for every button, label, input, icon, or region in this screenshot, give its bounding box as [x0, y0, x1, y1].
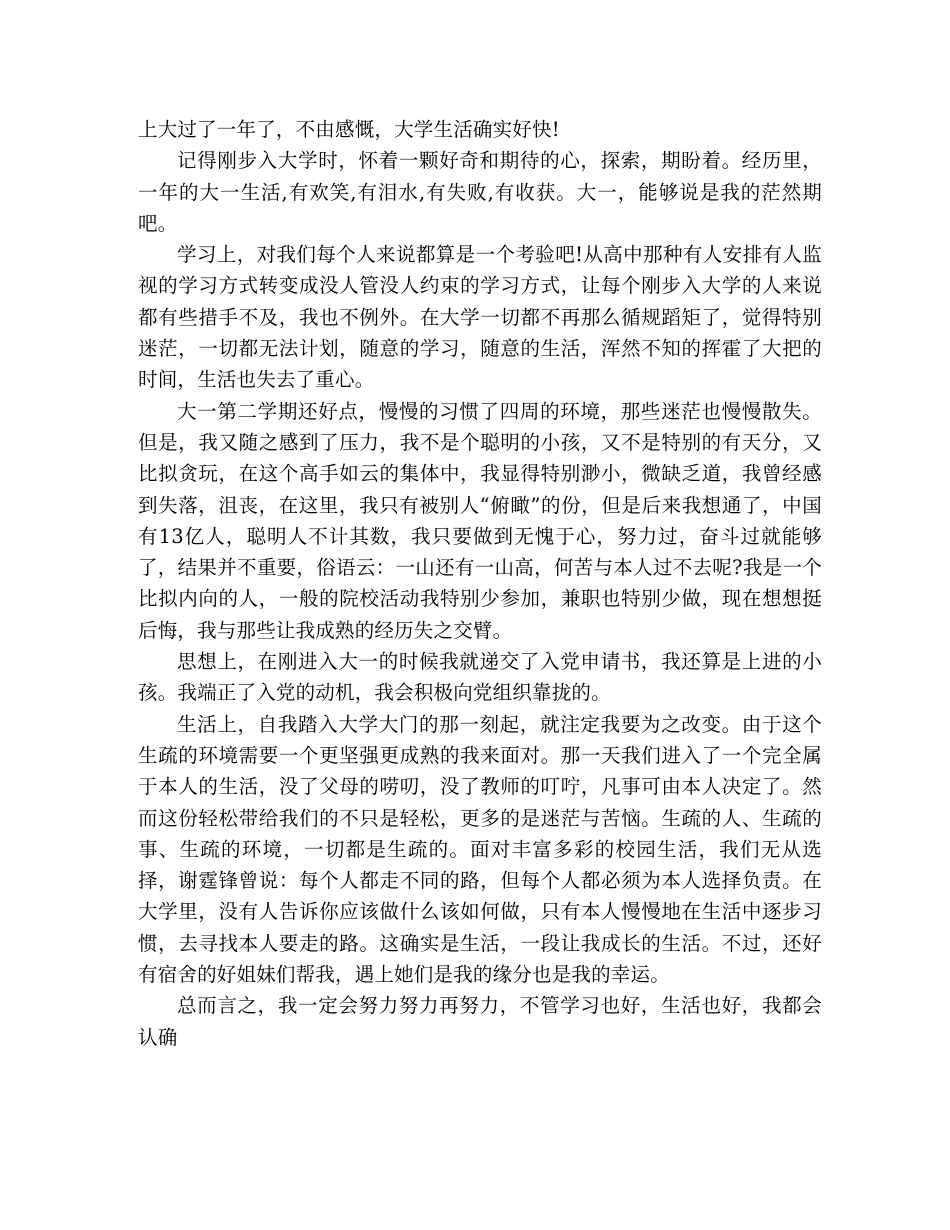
body-text — [138, 114, 822, 1053]
paragraph-5: 思想上，在刚进入大一的时候我就递交了入党申请书，我还算是上进的小孩。我端正了入党的动机，我会积极向党组织靠拢的。 — [138, 650, 822, 705]
paragraph-4: 大一第二学期还好点，慢慢的习惯了四周的环境，那些迷茫也慢慢散失。但是，我又随之感到了压力，我不是个聪明的小孩，又不是特别的有天分，又比拟贪玩，在这个高手如云的集体中，我显得特别渺小，微缺乏道，我曾经感到失落，沮丧，在这里，我只有被别人“俯瞰”的份，但是后来我想通了，中国有13亿人，聪明人不计其数，我只要做到无愧于心，努力过，奋斗过就能够了，结果并不重要，俗语云：一山还有一山高，何苦与本人过不去呢?我是一个比拟内向的人，一般的院校活动我特别少参加，兼职也特别少做，现在想想挺后悔，我与那些让我成熟的经历失之交臂。 — [138, 399, 822, 642]
paragraph-6: 生活上，自我踏入大学大门的那一刻起，就注定我要为之改变。由于这个生疏的环境需要一个更坚强更成熟的我来面对。那一天我们进入了一个完全属于本人的生活，没了父母的唠叨，没了教师的叮咛，凡事可由本人决定了。然而这份轻松带给我们的不只是轻松，更多的是迷茫与苦恼。生疏的人、生疏的事、生疏的环境，一切都是生疏的。面对丰富多彩的校园生活，我们无从选择，谢霆锋曾说：每个人都走不同的路，但每个人都必须为本人选择负责。在大学里，没有人告诉你应该做什么该如何做，只有本人慢慢地在生活中逐步习惯，去寻找本人要走的路。这确实是生活，一段让我成长的生活。不过，还好有宿舍的好姐妹们帮我，遇上她们是我的缘分也是我的幸运。 — [138, 712, 822, 987]
paragraph-1: 上大过了一年了，不由感慨，大学生活确实好快! — [138, 118, 560, 141]
paragraph-7: 总而言之，我一定会努力努力再努力，不管学习也好，生活也好，我都会认确 — [138, 994, 822, 1049]
paragraph-3: 学习上，对我们每个人来说都算是一个考验吧!从高中那种有人安排有人监视的学习方式转变成没人管没人约束的学习方式，让每个刚步入大学的人来说都有些措手不及，我也不例外。在大学一切都不再那么循规蹈矩了，觉得特别迷茫，一切都无法计划，随意的学习，随意的生活，浑然不知的挥霍了大把的时间，生活也失去了重心。 — [138, 243, 822, 392]
paragraph-2: 记得刚步入大学时，怀着一颗好奇和期待的心，探索，期盼着。经历里，一年的大一生活,有欢笑,有泪水,有失败,有收获。大一，能够说是我的茫然期吧。 — [138, 149, 822, 235]
